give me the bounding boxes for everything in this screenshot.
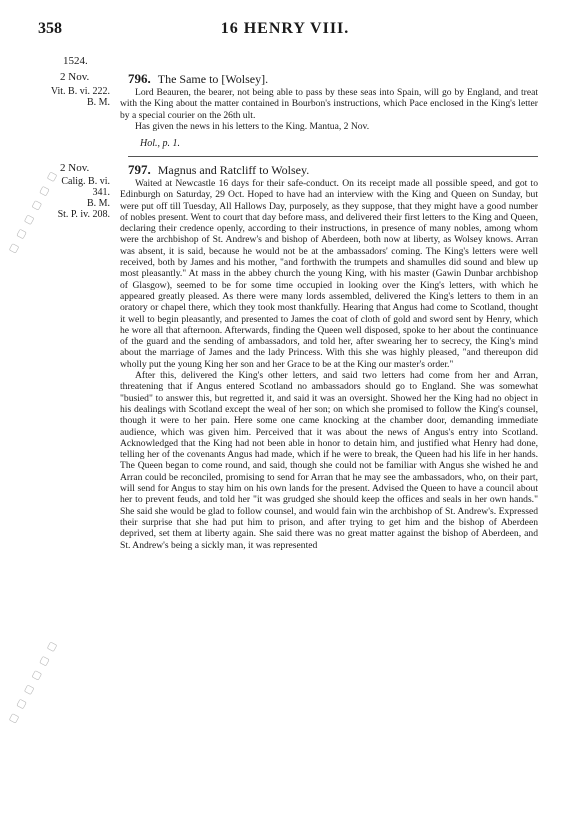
paragraph: Waited at Newcastle 16 days for their safe-conduct. On its receipt made all possible speed, and got to Edinburgh on Saturday, 29 Oct. Hoped to have had an interview with the King and Queen on Sunday, but were put off till Tuesday, All Hallows Day, purposely, as they suppose, that they might have a good number of nobles present. Went to court that day before mass, and delivered their first letters to the King and Queen, declaring their credence openly, according to their instructions, in presence of many nobles, among whom were the archbishop of St. Andrew's and bishop of Aberdeen, both now at liberty, as Wolsey knows. Arran was absent, it is said, because he would not be at the ambassadors' coming. The King's letters were well received, both by James and his mother, "and forthwith the trumpets and shamulles did sound and blew up most pleasantly." At mass in the abbey church the young King, with his master (Gawin Dunbar archbishop of Glasgow), seemed to be for some time occupied in looking over the King's letters, with which he appeared greatly pleased. As there were many lords assembled, delivered the King's letters to them in an oratory or chapel there, which they took most thankfully. Hearing that Angus had come to Scotland, thought it well to begin pleasantly, and presented to James the coat of cloth of gold and sword sent by Henry, which he wore all that afternoon. Afterwards, finding the Queen well disposed, spoke to her about the continuance of the guard and the sending of ambassadors, and told her, after swearing her to secrecy, the King's mind about the marriage of James and the lady Princess. With this she was highly pleased, "and thereupon did wholly put the young King her son and her Grace to be at the King our master's order." (120, 178, 538, 370)
reference-line: B. M. (86, 97, 110, 108)
entry-796-heading (128, 71, 268, 87)
paragraph: Lord Beauren, the bearer, not being able to pass by these seas into Spain, will go by England, and treat with the King about the matter contained in Bourbon's instructions, which Pace enclosed in the King's letter by a special courier on the 26th ult. (120, 87, 538, 121)
reference-line: Vit. B. vi. 222. (50, 86, 110, 97)
entry-divider (128, 156, 538, 157)
entry-796-body (120, 87, 538, 132)
running-header (0, 20, 567, 44)
entry-797-date: 2 Nov. (60, 162, 90, 174)
entry-title: The Same to [Wolsey]. (157, 72, 269, 86)
year-label: 1524. (63, 55, 88, 67)
entry-number: 796. (128, 71, 151, 86)
library-stamp-watermark: ▢ ▢ ▢ ▢ ▢ ▢ (7, 168, 61, 256)
entry-796-references (40, 86, 110, 108)
reference-line: Calig. B. vi. (61, 176, 110, 187)
page-number: 358 (38, 20, 62, 37)
reference-line: St. P. iv. 208. (57, 209, 110, 220)
reference-line: 341. (92, 187, 110, 198)
entry-796-date: 2 Nov. (60, 71, 90, 83)
entry-title: Magnus and Ratcliff to Wolsey. (157, 163, 310, 177)
entry-796-signature: Hol., p. 1. (140, 138, 180, 149)
paragraph: After this, delivered the King's other letters, and said two letters had come from her and Arran, threatening that if Angus entered Scotland no ambassadors should go to England. She was somewhat "busied" to answer this, but regretted it, and said it was an oversight. Showed her the King had no object in his dealings with Scotland except the weal of her son; on which she promised to follow the King's counsel, though it were to her pain. Here some one came knocking at the chamber door, demanding immediate audience, which was given him. Perceived that it was about the news of Angus's entry into Scotland. Acknowledged that the King had not been able in honor to detain him, and justified what Henry had done, telling her of the covenants Angus had made, which if he were to break, the Queen had his life in her hands. The Queen began to come round, and said, though she could not be familiar with Angus she wished he and Arran could be reconciled, promising to send for Arran that he may see the ambassadors, who, on their part, will send for Angus to stay him on his own lands for the present. Advised the Queen to have a council about her to prevent feuds, and told her "it was grudged she should keep the offices and seals in her own hands." She said she would be glad to follow counsel, and would fain win the archbishop of St. Andrew's. Expressed their surprise that she had put him to prison, and after trying to get him and the bishop of Aberdeen deprived, set them at liberty again. She said there was no great matter against the bishop of Aberdeen, and St. Andrew's being a sickly man, it was represented (120, 370, 538, 551)
reference-line: B. M. (86, 198, 110, 209)
library-stamp-watermark: ▢ ▢ ▢ ▢ ▢ ▢ (7, 638, 61, 726)
entry-797-body (120, 178, 538, 551)
paragraph: Has given the news in his letters to the King. Mantua, 2 Nov. (135, 120, 370, 132)
entry-797-heading (128, 162, 309, 178)
running-title: 16 HENRY VIII. (220, 20, 350, 37)
entry-number: 797. (128, 162, 151, 177)
